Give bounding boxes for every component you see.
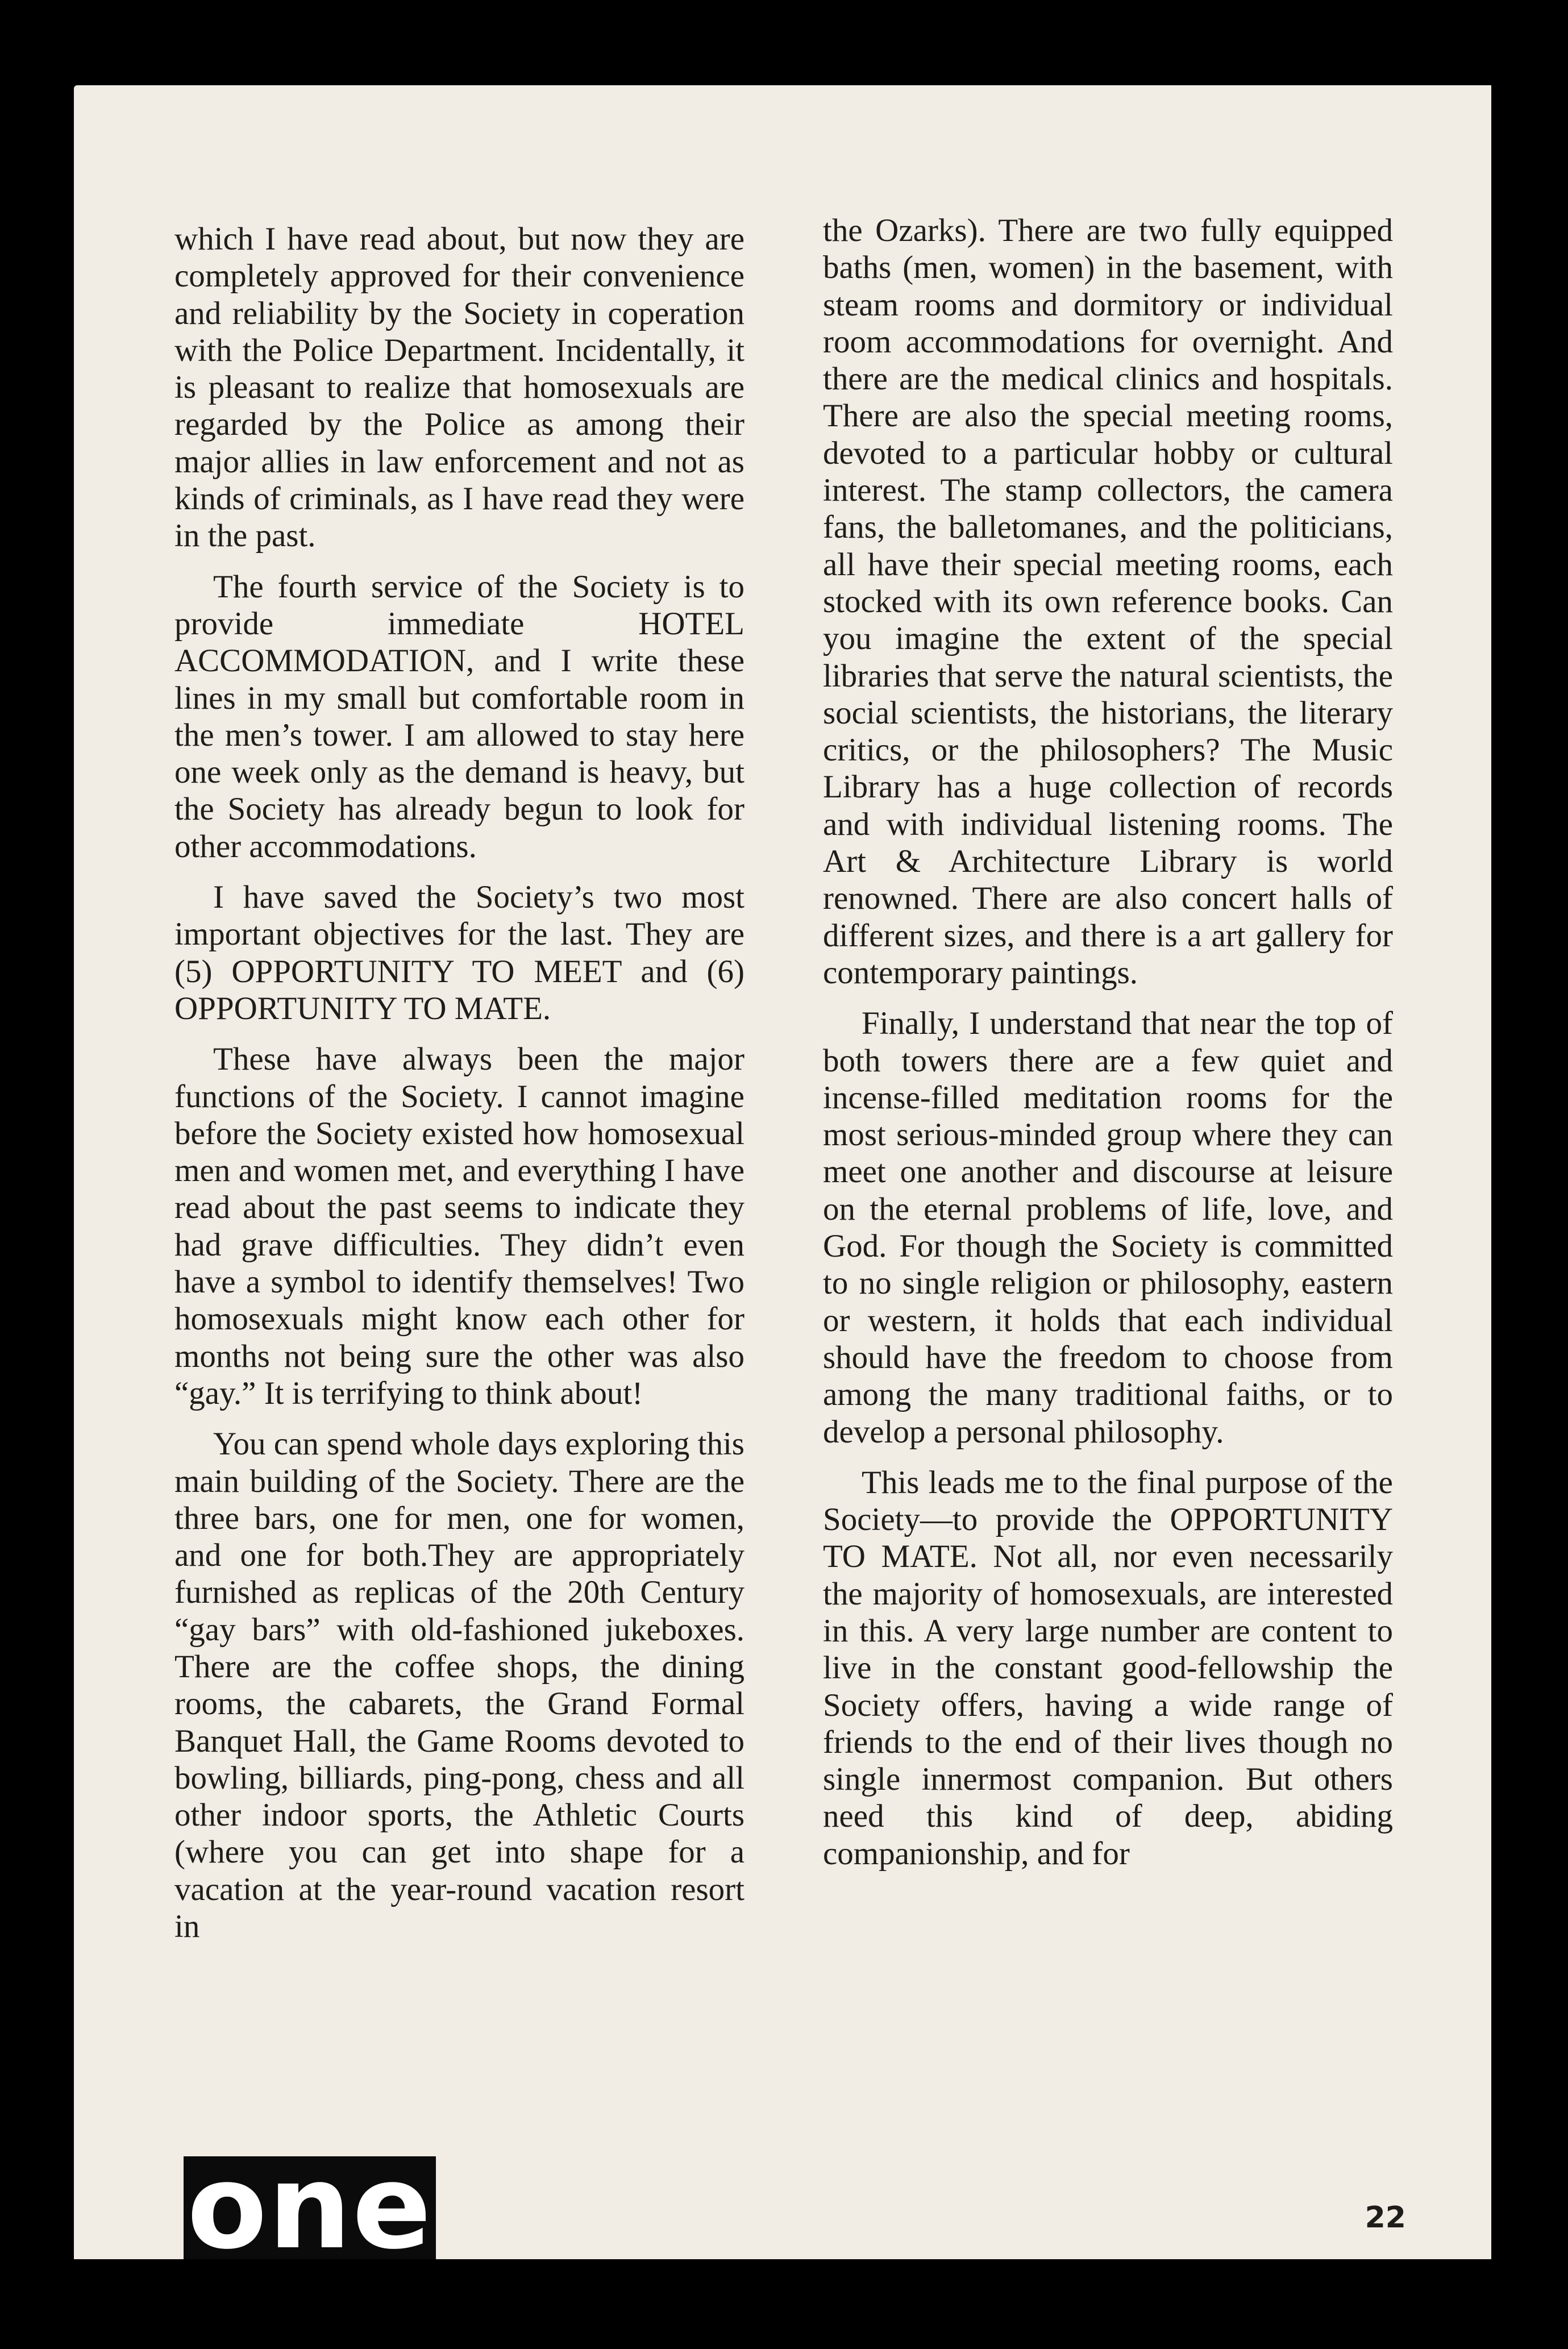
right-column (823, 212, 1393, 1872)
page-number: 22 (1365, 2201, 1406, 2235)
magazine-page (74, 85, 1491, 2259)
left-column (174, 221, 745, 1945)
paragraph: These have always been the major functions of the Society. I cannot imagine before the Society existed how homosexual men and women met, and everything I have read about the past seems to indicate they had grave difficulties. They didn’t even have a symbol to identify themselves! Two homosexuals might know each other for months not being sure the other was also “gay.” It is terrifying to think about! (174, 1041, 745, 1411)
paragraph: the Ozarks). There are two fully equipped baths (men, women) in the basement, with steam rooms and dormitory or individual room accommodations for overnight. And there are the medical clinics and hospitals. There are also the special meeting rooms, devoted to a particular hobby or cultural interest. The stamp collectors, the camera fans, the balletomanes, and the politicians, all have their special meeting rooms, each stocked with its own reference books. Can you imagine the extent of the special libraries that serve the natural scientists, the social scientists, the historians, the literary critics, or the philosophers? The Music Library has a huge collection of records and with individual listening rooms. The Art & Architecture Library is world renowned. There are also concert halls of different sizes, and there is a art gallery for contemporary paintings. (823, 213, 1393, 991)
paragraph: The fourth service of the Society is to provide immediate HOTEL ACCOMMODATION, and I write these lines in my small but comfortable room in the men’s tower. I am allowed to stay here one week only as the demand is heavy, but the Society has already begun to look for other accommodations. (174, 568, 745, 864)
paragraph: which I have read about, but now they are completely approved for their convenience and reliability by the Society in coperation with the Police Department. Incidentally, it is pleasant to realize that homosexuals are regarded by the Police as among their major allies in law enforcement and not as kinds of criminals, as I have read they were in the past. (174, 221, 745, 554)
paragraph: This leads me to the final purpose of the Society—to provide the OPPORTUNITY TO MATE. Not all, nor even necessarily the majority of homosexuals, are interested in this. A very large number are content to live in the constant good-fellowship the Society offers, having a wide range of friends to the end of their lives though no single innermost companion. But others need this kind of deep, abiding companionship, and for (823, 1464, 1393, 1872)
paragraph: I have saved the Society’s two most important objectives for the last. They are (5) OPPORTUNITY TO MEET and (6) OPPORTUNITY TO MATE. (174, 879, 745, 1026)
paragraph: Finally, I understand that near the top of both towers there are a few quiet and incense-filled meditation rooms for the most serious-minded group where they can meet one another and discourse at leisure on the eternal problems of life, love, and God. For though the Society is committed to no single religion or philosophy, eastern or western, it holds that each individual should have the freedom to choose from among the many traditional faiths, or to develop a personal philosophy. (823, 1005, 1393, 1450)
magazine-logo: one (184, 2156, 436, 2259)
paragraph: You can spend whole days exploring this main building of the Society. There are the three bars, one for men, one for women, and one for both.They are appropriately furnished as replicas of the 20th Century “gay bars” with old-fashioned jukeboxes. There are the coffee shops, the dining rooms, the cabarets, the Grand Formal Banquet Hall, the Game Rooms devoted to bowling, billiards, ping-pong, chess and all other indoor sports, the Athletic Courts (where you can get into shape for a vacation at the year-round vacation resort in (174, 1426, 745, 1945)
